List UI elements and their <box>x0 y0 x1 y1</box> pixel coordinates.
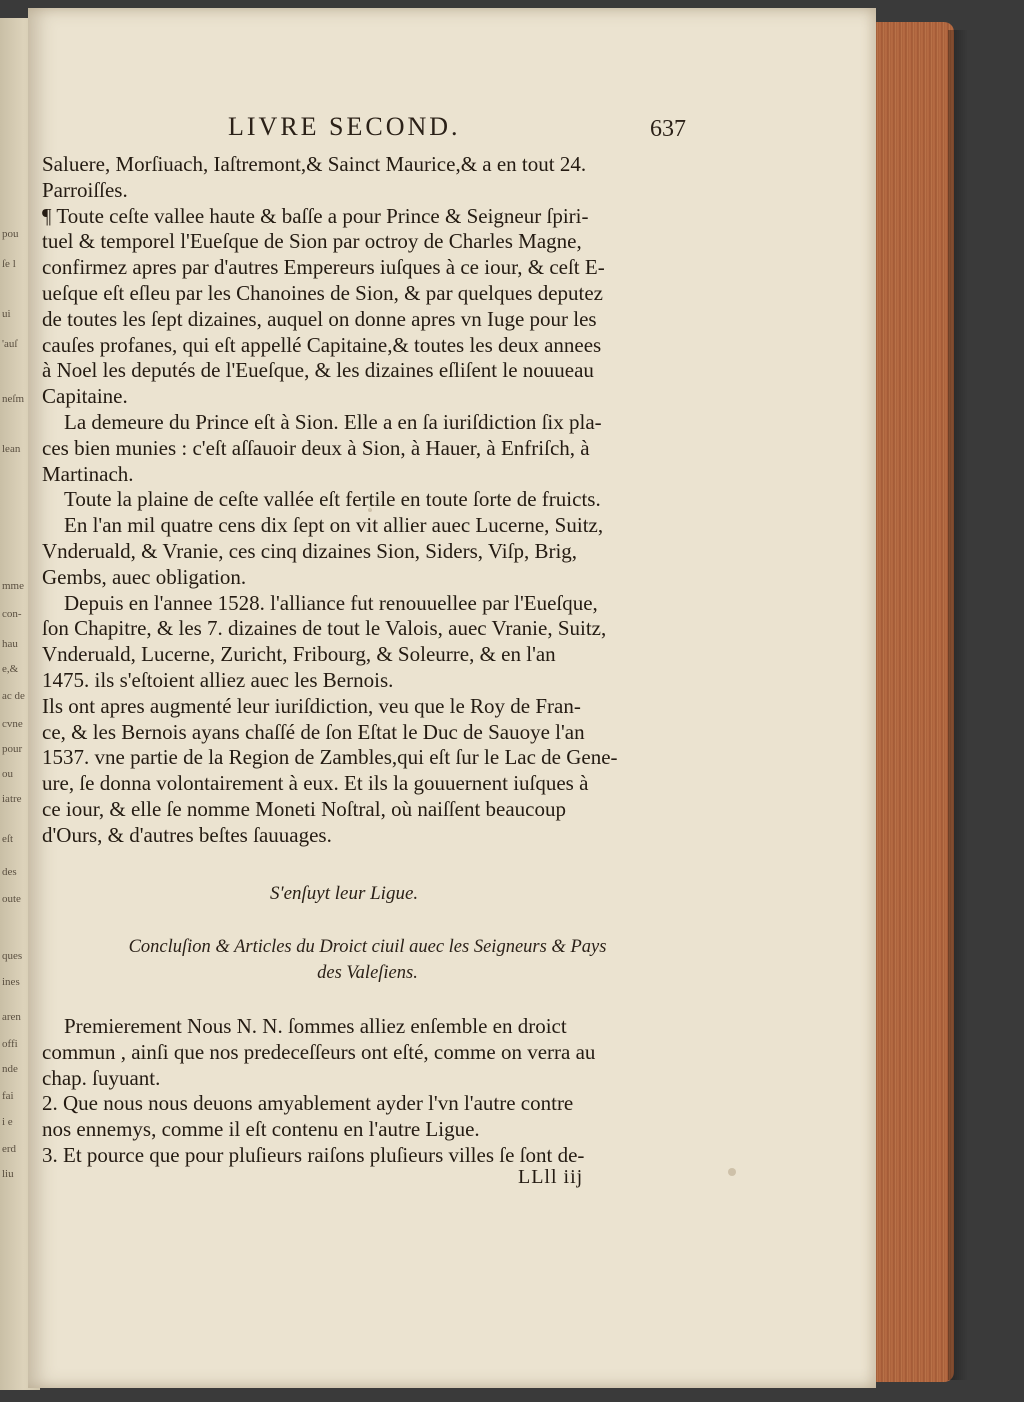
margin-fragment: pou <box>2 228 19 240</box>
page-block-shadow <box>948 30 968 1380</box>
margin-fragment: neſm <box>2 393 24 405</box>
margin-fragment: mme <box>2 580 24 592</box>
margin-fragment: con- <box>2 608 22 620</box>
text-line: Martinach. <box>42 461 134 486</box>
page-block-edge <box>866 22 954 1382</box>
margin-fragment: fai <box>2 1090 14 1102</box>
section-heading: S'enſuyt leur Ligue. <box>270 883 419 904</box>
article-line: 3. Et pource que pour pluſieurs raiſons pluſieurs villes ſe ſont de- <box>42 1142 585 1167</box>
margin-fragment: offi <box>2 1038 18 1050</box>
margin-fragment: ou <box>2 768 13 780</box>
margin-fragment: i e <box>2 1116 13 1128</box>
text-line: ces bien munies : c'eſt aſſauoir deux à Sion, à Hauer, à Enfriſch, à <box>42 435 590 460</box>
text-line: à Noel les deputés de l'Eueſque, & les dizaines eſliſent le nouueau <box>42 358 594 383</box>
margin-fragment: liu <box>2 1168 14 1180</box>
margin-fragment: des <box>2 866 17 878</box>
margin-fragment: e,& <box>2 663 19 675</box>
margin-fragment: oute <box>2 893 21 905</box>
text-line: 1537. vne partie de la Region de Zambles,qui eſt ſur le Lac de Gene- <box>42 745 618 770</box>
margin-fragment: ac de <box>2 690 25 702</box>
text-line: Gembs, auec obligation. <box>42 564 247 589</box>
section-subheading <box>40 934 695 986</box>
running-title: LIVRE SECOND. <box>228 112 461 141</box>
text-line: ueſque eſt eſleu par les Chanoines de Sion, & par quelques deputez <box>42 280 604 305</box>
text-line: La demeure du Prince eſt à Sion. Elle a en ſa iuriſdiction ſix pla- <box>64 409 602 434</box>
margin-fragment: aren <box>2 1011 21 1023</box>
margin-fragment: pour <box>2 743 23 755</box>
subheading-line: Concluſion & Articles du Droict ciuil auec les Seigneurs & Pays <box>128 937 607 957</box>
text-line: Depuis en l'annee 1528. l'alliance fut renouuellee par l'Eueſque, <box>64 590 598 615</box>
text-line: confirmez apres par d'autres Empereurs iuſques à ce iour, & ceſt E- <box>42 255 605 280</box>
margin-fragment: 'auſ <box>2 338 18 350</box>
margin-fragment: cvne <box>2 718 23 730</box>
text-line: ſon Chapitre, & les 7. dizaines de tout le Valois, auec Vranie, Suitz, <box>42 616 607 641</box>
margin-fragment: erd <box>2 1143 17 1155</box>
page-number: 637 <box>650 116 686 142</box>
text-line: Capitaine. <box>42 384 128 409</box>
margin-fragment: ui <box>2 308 11 320</box>
article-line: chap. ſuyuant. <box>42 1065 161 1090</box>
text-line: En l'an mil quatre cens dix ſept on vit allier auec Lucerne, Suitz, <box>64 513 604 538</box>
margin-fragment: lean <box>2 443 21 455</box>
text-line: Ils ont apres augmenté leur iuriſdiction, veu que le Roy de Fran- <box>42 693 581 718</box>
subheading-line: des Valeſiens. <box>317 963 418 983</box>
text-line: Vnderuald, & Vranie, ces cinq dizaines Sion, Siders, Viſp, Brig, <box>42 538 578 563</box>
margin-fragment: nde <box>2 1063 18 1075</box>
articles-text <box>42 1014 690 1169</box>
ink-spot <box>728 1168 736 1176</box>
margin-fragment: ines <box>2 976 20 988</box>
article-line: nos ennemys, comme il eſt contenu en l'autre Ligue. <box>42 1117 480 1142</box>
text-line: Parroiſſes. <box>42 177 128 202</box>
main-text <box>42 152 690 849</box>
article-line: commun , ainſi que nos predeceſſeurs ont eſté, comme on verra au <box>42 1039 596 1064</box>
text-line: tuel & temporel l'Eueſque de Sion par octroy de Charles Magne, <box>42 229 582 254</box>
text-line: d'Ours, & d'autres beſtes ſauuages. <box>42 822 332 847</box>
signature-mark: LLll iij <box>518 1166 584 1188</box>
margin-fragment: hau <box>2 638 18 650</box>
margin-fragment: ques <box>2 950 23 962</box>
text-line: cauſes profanes, qui eſt appellé Capitaine,& toutes les deux annees <box>42 332 602 357</box>
article-line: 2. Que nous nous deuons amyablement ayder l'vn l'autre contre <box>42 1091 574 1116</box>
margin-fragment: ſe l <box>2 258 16 270</box>
text-line: de toutes les ſept dizaines, auquel on donne apres vn Iuge pour les <box>42 306 597 331</box>
margin-fragment: iatre <box>2 793 22 805</box>
margin-fragment: eſt <box>2 833 13 845</box>
text-line: Vnderuald, Lucerne, Zuricht, Fribourg, & Soleurre, & en l'an <box>42 642 556 667</box>
text-line: ce, & les Bernois ayans chaſſé de ſon Eſtat le Duc de Sauoye l'an <box>42 719 585 744</box>
text-line: Toute la plaine de ceſte vallée eſt fertile en toute ſorte de fruicts. <box>64 487 601 512</box>
text-line: ¶ Toute ceſte vallee haute & baſſe a pour Prince & Seigneur ſpiri- <box>42 203 589 228</box>
text-line: ure, ſe donna volontairement à eux. Et ils la gouuernent iuſques à <box>42 771 589 796</box>
text-line: ce iour, & elle ſe nomme Moneti Noſtral, où naiſſent beaucoup <box>42 796 567 821</box>
text-line: 1475. ils s'eſtoient alliez auec les Bernois. <box>42 667 394 692</box>
article-line: Premierement Nous N. N. ſommes alliez enſemble en droict <box>64 1014 567 1038</box>
text-line: Saluere, Morſiuach, Iaſtremont,& Sainct Maurice,& a en tout 24. <box>42 152 587 176</box>
